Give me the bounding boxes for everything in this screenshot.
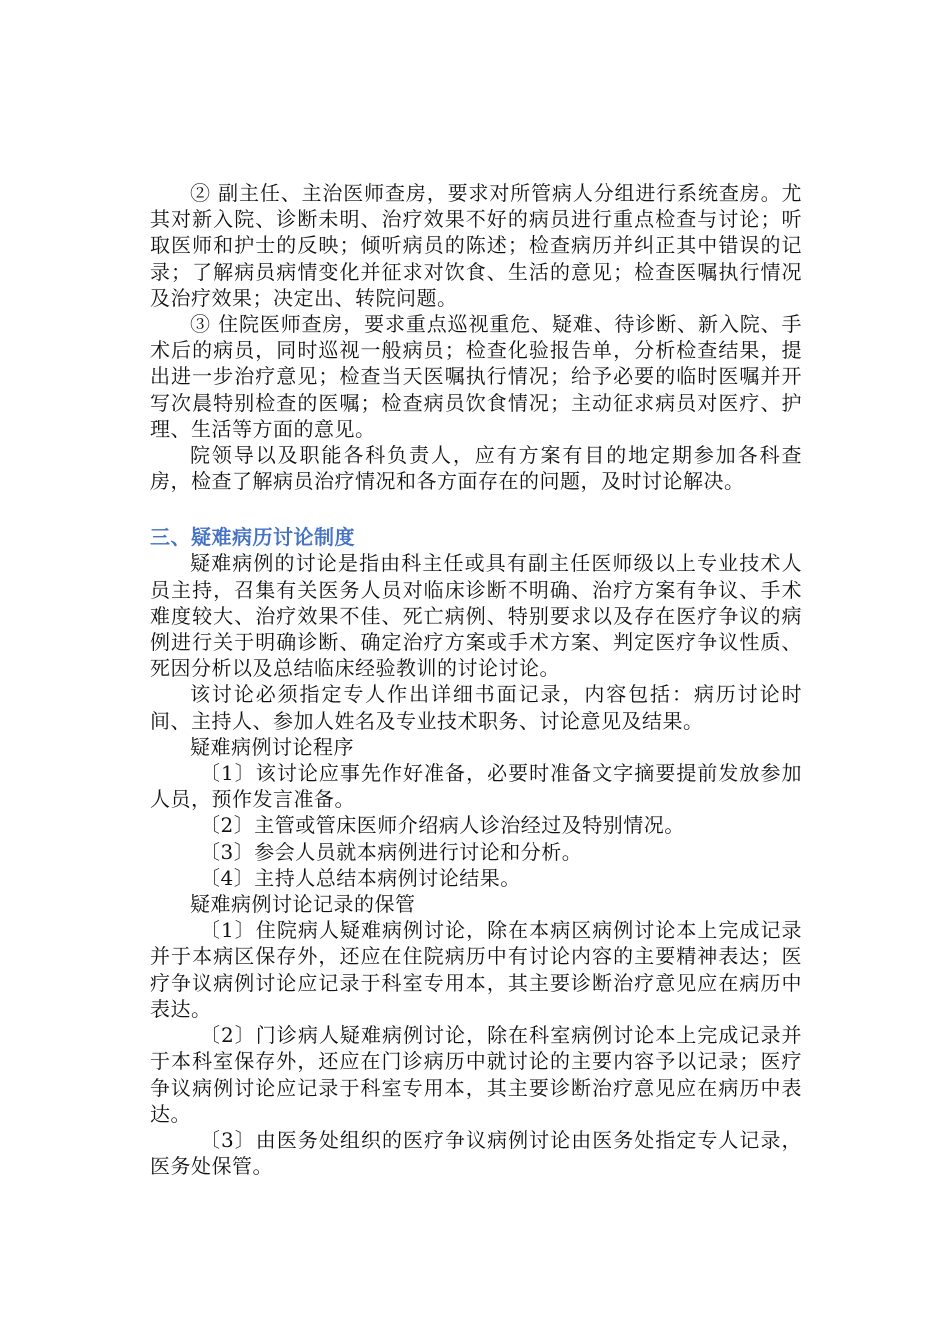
storage-item: 〔1〕住院病人疑难病例讨论，除在本病区病例讨论本上完成记录并于本病区保存外，还应在住院病历中有讨论内容的主要精神表达；医疗争议病例讨论应记录于科室专用本，其主要诊断治疗意见应在病历中表达。 (150, 918, 802, 1021)
paragraph-intro: 疑难病例的讨论是指由科主任或具有副主任医师级以上专业技术人员主持，召集有关医务人员对临床诊断不明确、治疗方案有争议、手术难度较大、治疗效果不佳、死亡病例、特别要求以及存在医疗争议的病例进行关于明确诊断、确定治疗方案或手术方案、判定医疗争议性质、死因分析以及总结临床经验教训的讨论讨论。 (150, 551, 802, 681)
document-page (150, 180, 802, 1179)
procedure-item: 〔3〕参会人员就本病例进行讨论和分析。 (200, 839, 583, 864)
procedure-title: 疑难病例讨论程序 (190, 734, 354, 759)
section-heading: 三、疑难病历讨论制度 (150, 525, 355, 550)
storage-item: 〔2〕门诊病人疑难病例讨论，除在科室病例讨论本上完成记录并于本科室保存外，还应在门诊病历中就讨论的主要内容予以记录；医疗争议病例讨论应记录于科室专用本，其主要诊断治疗意见应在病历中表达。 (150, 1023, 802, 1126)
procedure-item: 〔1〕该讨论应事先作好准备，必要时准备文字摘要提前发放参加人员，预作发言准备。 (150, 761, 802, 812)
paragraph-resident-rounds: ③ 住院医师查房，要求重点巡视重危、疑难、待诊断、新入院、手术后的病员，同时巡视一般病员；检查化验报告单，分析检查结果，提出进一步治疗意见；检查当天医嘱执行情况；给予必要的临时医嘱并开写次晨特别检查的医嘱；检查病员饮食情况；主动征求病员对医疗、护理、生活等方面的意见。 (150, 312, 802, 441)
procedure-item: 〔2〕主管或管床医师介绍病人诊治经过及特别情况。 (200, 813, 685, 838)
procedure-item: 〔4〕主持人总结本病例讨论结果。 (200, 865, 521, 890)
paragraph-associate-chief-rounds: ② 副主任、主治医师查房，要求对所管病人分组进行系统查房。尤其对新入院、诊断未明、治疗效果不好的病员进行重点检查与讨论；听取医师和护士的反映；倾听病员的陈述；检查病历并纠正其中错误的记录；了解病员病情变化并征求对饮食、生活的意见；检查医嘱执行情况及治疗效果；决定出、转院问题。 (150, 181, 802, 310)
storage-item: 〔3〕由医务处组织的医疗争议病例讨论由医务处指定专人记录，医务处保管。 (150, 1127, 802, 1179)
paragraph-record: 该讨论必须指定专人作出详细书面记录，内容包括：病历讨论时间、主持人、参加人姓名及专业技术职务、讨论意见及结果。 (150, 682, 802, 733)
paragraph-leadership-rounds: 院领导以及职能各科负责人，应有方案有目的地定期参加各科查房，检查了解病员治疗情况和各方面存在的问题，及时讨论解决。 (150, 443, 802, 494)
storage-title: 疑难病例讨论记录的保管 (190, 892, 416, 917)
